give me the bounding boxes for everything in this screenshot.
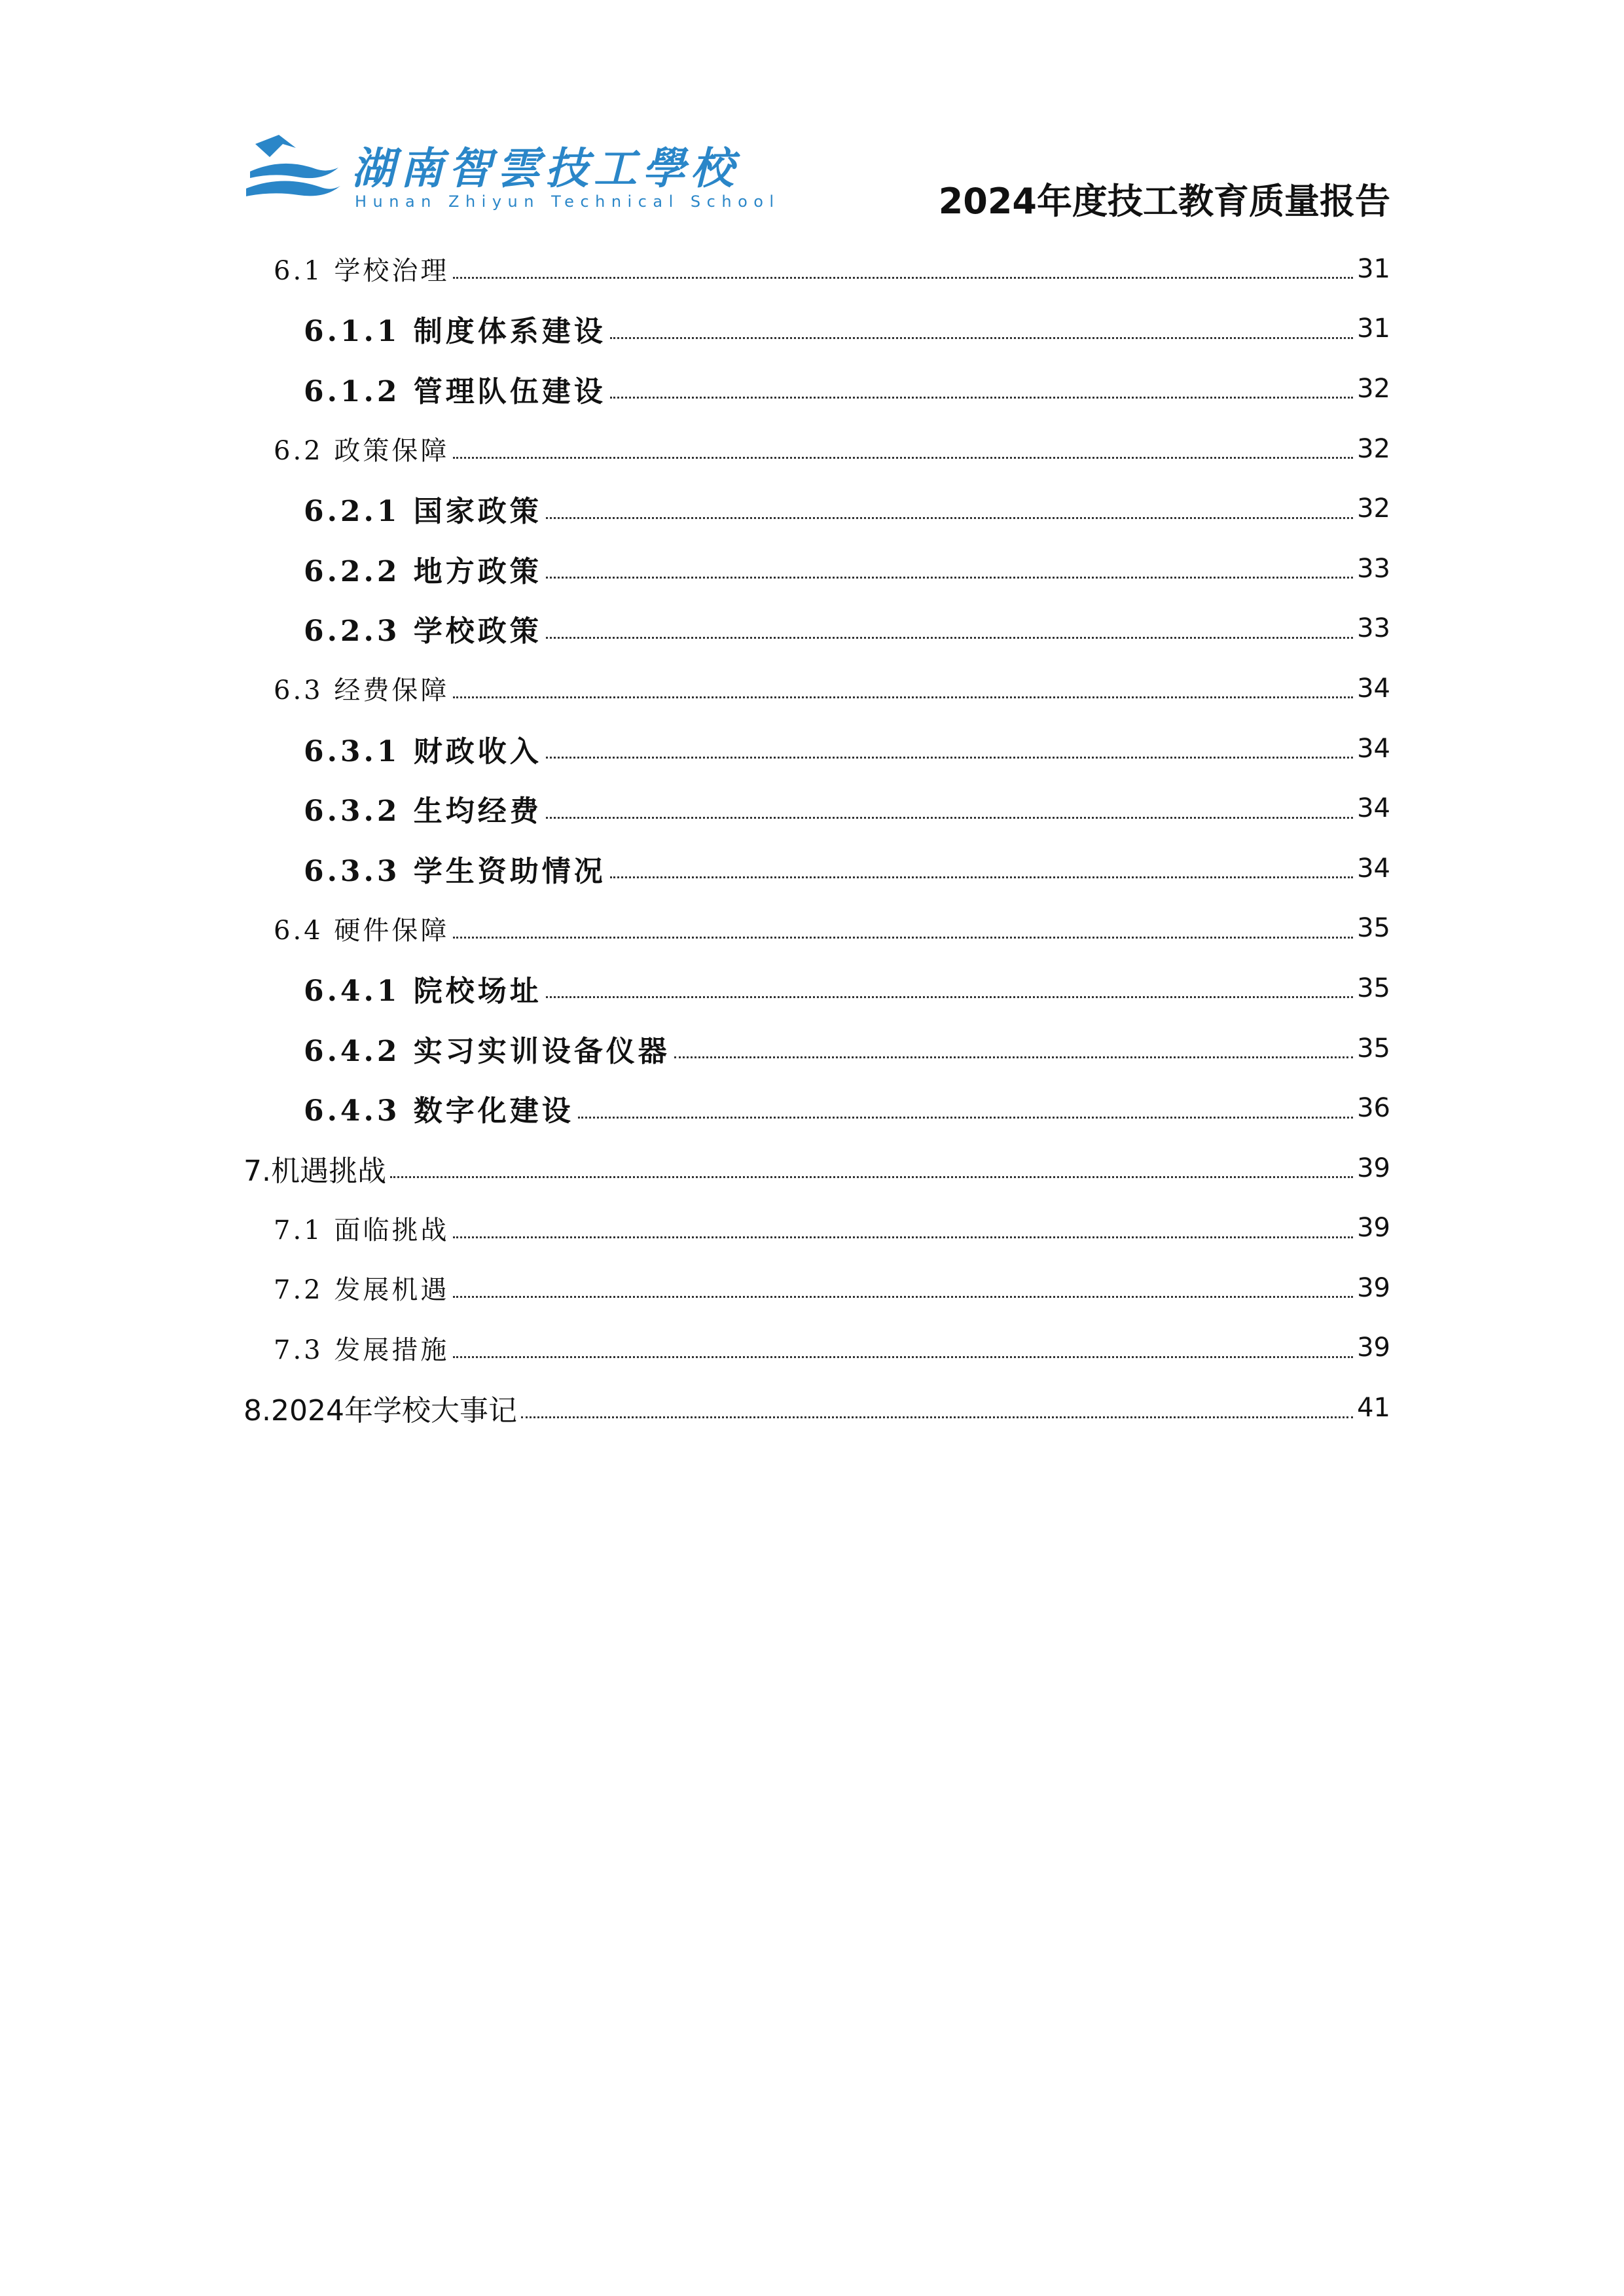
toc-entry-page-number: 35: [1357, 913, 1390, 944]
dot-leader: [453, 1296, 1353, 1298]
dot-leader: [546, 517, 1353, 519]
table-of-contents: [244, 239, 1390, 1438]
report-title: 2024年度技工教育质量报告: [938, 181, 1390, 222]
toc-entry[interactable]: [244, 899, 1390, 959]
toc-entry-page-number: 36: [1357, 1093, 1390, 1124]
toc-entry-title: 6.4.1 院校场址: [304, 974, 542, 1008]
toc-entry[interactable]: [244, 1258, 1390, 1318]
toc-entry-title: 6.1 学校治理: [274, 256, 450, 287]
toc-entry-title: 6.4.2 实习实训设备仪器: [304, 1034, 670, 1068]
toc-entry-page-number: 39: [1357, 1333, 1390, 1363]
toc-entry-title: 6.2.2 地方政策: [304, 554, 542, 588]
dot-leader: [453, 457, 1353, 459]
toc-entry[interactable]: [244, 1378, 1390, 1438]
toc-entry-page-number: 34: [1357, 853, 1390, 884]
toc-entry-page-number: 33: [1357, 613, 1390, 644]
toc-entry-title: 7.机遇挑战: [244, 1154, 386, 1188]
toc-entry-page-number: 35: [1357, 1033, 1390, 1064]
toc-entry[interactable]: [244, 778, 1390, 838]
toc-entry-title: 6.2.1 国家政策: [304, 495, 542, 529]
page-header: [244, 124, 1390, 223]
toc-entry[interactable]: [244, 958, 1390, 1018]
toc-entry-title: 6.1.1 制度体系建设: [304, 315, 606, 349]
toc-entry-title: 6.3.3 学生资助情况: [304, 854, 606, 888]
toc-entry-page-number: 32: [1357, 433, 1390, 464]
dot-leader: [453, 696, 1353, 698]
toc-entry-title: 8.2024年学校大事记: [244, 1394, 517, 1428]
logo-english-name: Hunan Zhiyun Technical School: [355, 192, 780, 211]
toc-entry[interactable]: [244, 658, 1390, 719]
toc-entry-page-number: 32: [1357, 493, 1390, 524]
toc-entry-page-number: 35: [1357, 973, 1390, 1003]
toc-entry-page-number: 39: [1357, 1153, 1390, 1183]
dot-leader: [453, 1356, 1353, 1358]
toc-entry[interactable]: [244, 239, 1390, 299]
toc-entry-title: 7.3 发展措施: [274, 1335, 450, 1365]
dot-leader: [453, 1236, 1353, 1238]
toc-entry-page-number: 41: [1357, 1393, 1390, 1424]
toc-entry-page-number: 32: [1357, 373, 1390, 404]
dot-leader: [546, 817, 1353, 819]
toc-entry-title: 6.1.2 管理队伍建设: [304, 374, 606, 408]
toc-entry-page-number: 39: [1357, 1213, 1390, 1244]
toc-entry-page-number: 34: [1357, 733, 1390, 764]
toc-entry-page-number: 34: [1357, 793, 1390, 824]
dot-leader: [546, 577, 1353, 579]
toc-entry[interactable]: [244, 838, 1390, 899]
dot-leader: [546, 757, 1353, 759]
dot-leader: [578, 1117, 1353, 1119]
dot-leader: [610, 876, 1353, 878]
toc-entry[interactable]: [244, 719, 1390, 779]
toc-entry-page-number: 39: [1357, 1272, 1390, 1303]
toc-entry[interactable]: [244, 539, 1390, 599]
toc-entry[interactable]: [244, 1078, 1390, 1138]
toc-entry-title: 6.2 政策保障: [274, 436, 450, 467]
toc-entry[interactable]: [244, 299, 1390, 359]
toc-entry[interactable]: [244, 359, 1390, 419]
dot-leader: [453, 277, 1353, 279]
toc-entry[interactable]: [244, 1318, 1390, 1378]
toc-entry-page-number: 34: [1357, 673, 1390, 704]
toc-entry[interactable]: [244, 599, 1390, 659]
toc-entry[interactable]: [244, 1138, 1390, 1198]
toc-entry-title: 6.4.3 数字化建设: [304, 1094, 574, 1128]
toc-entry-title: 6.3.1 财政收入: [304, 734, 542, 768]
logo-chinese-name: 湖南智雲技工學校: [352, 143, 739, 194]
toc-entry[interactable]: [244, 478, 1390, 539]
toc-entry[interactable]: [244, 1198, 1390, 1259]
toc-entry-title: 6.2.3 学校政策: [304, 615, 542, 649]
toc-entry[interactable]: [244, 1018, 1390, 1079]
toc-entry[interactable]: [244, 419, 1390, 479]
toc-entry-title: 6.4 硬件保障: [274, 915, 450, 946]
toc-entry-title: 6.3.2 生均经费: [304, 795, 542, 829]
toc-entry-page-number: 31: [1357, 253, 1390, 284]
toc-entry-page-number: 33: [1357, 553, 1390, 584]
dot-leader: [453, 937, 1353, 939]
school-logo: [244, 124, 780, 223]
waves-logo-icon: [244, 131, 342, 209]
toc-entry-title: 6.3 经费保障: [274, 675, 450, 706]
toc-entry-page-number: 31: [1357, 314, 1390, 344]
dot-leader: [546, 637, 1353, 639]
dot-leader: [610, 337, 1353, 339]
dot-leader: [674, 1056, 1353, 1058]
dot-leader: [546, 996, 1353, 998]
dot-leader: [521, 1416, 1353, 1418]
toc-entry-title: 7.1 面临挑战: [274, 1215, 450, 1246]
toc-entry-title: 7.2 发展机遇: [274, 1275, 450, 1306]
dot-leader: [610, 397, 1353, 399]
dot-leader: [390, 1176, 1353, 1178]
